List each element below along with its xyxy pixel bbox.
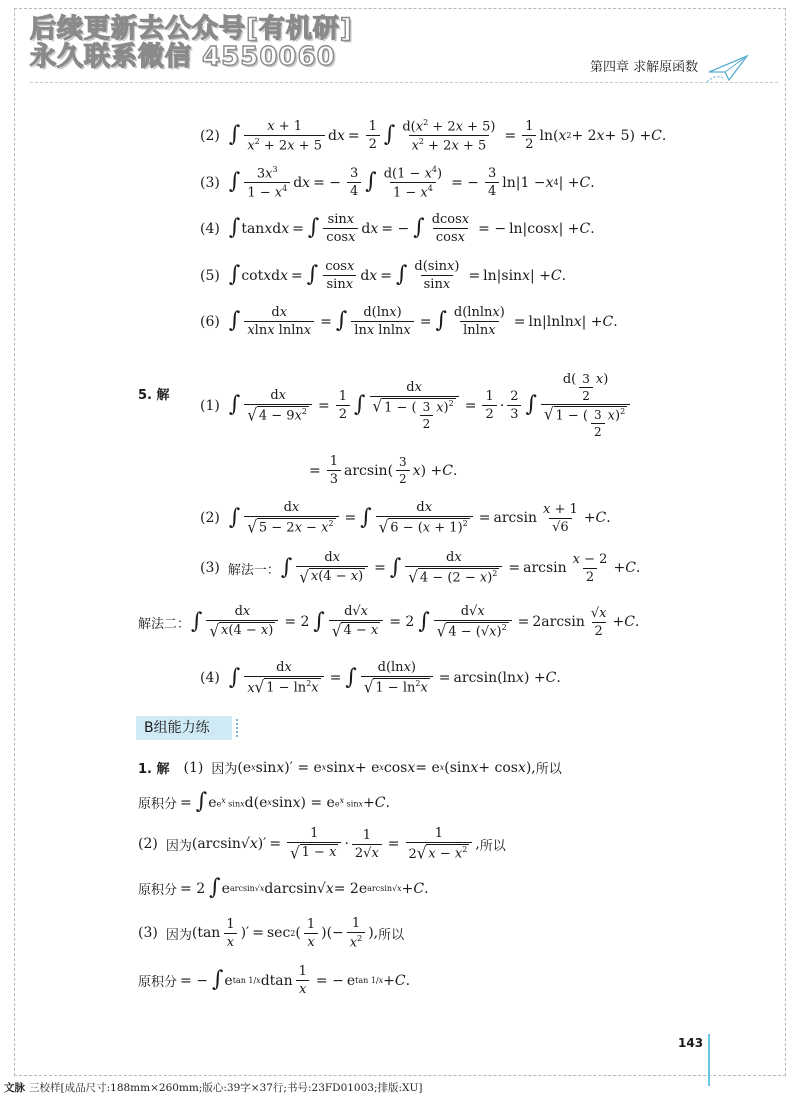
page-number: 143 bbox=[678, 1036, 704, 1050]
equation-row: (2) 因为 (arcsin√ x )′ = 1 √ 1 − x · $\frac{1}{2√x}$ = 1 2 √ $x - x^2$ , 所以 bbox=[138, 826, 506, 863]
footer-brand: 文脉 bbox=[4, 1082, 25, 1094]
chapter-title: 第四章 求解原函数 bbox=[590, 60, 699, 75]
margin-line bbox=[708, 1034, 710, 1086]
equation-row: 1. 解 (1) 因为 (e x sin x )′ = e x sin x + e x cos x = e x (sin x + cos x ), 所以 bbox=[138, 759, 562, 777]
footer-info: 三校样[成品尺寸:188mm×260mm;版心:39字×37行;书号:23FD01003;排版:XU] bbox=[29, 1082, 423, 1094]
equation-row: 原积分 = 2 ∫ e arcsin√x darcsin√ x = 2e arcsin√x + C . bbox=[138, 875, 429, 900]
equation-row: (4) ∫ dx x √ $1 - \ln^2x$ = ∫ d(lnx) √ $1 - \ln^2x$ = arcsin(ln x ) + C . bbox=[200, 660, 561, 697]
equation-row: (3) ∫ $\frac{3x^3}{1 - x^4}$ d x = − $\frac{3}{4}$ ∫ $\frac{d(1 - x^4)}{1 - x^4}$ = − $\frac{3}{4}$ ln|1 − x 4 | + C . bbox=[200, 165, 595, 201]
problem-5-label: 5. 解 bbox=[138, 388, 170, 403]
equation-row: (1) ∫ dx √ $4 - 9x^2$ = $\frac{1}{2}$ ∫ dx √ 1 − ( $\frac{3}{2}$ x)$^2$ = $\frac{1}{2}$ · $\frac{2}{3}$ ∫ d( $\frac{3}{2}$ x) √ 1 − ( $\frac{3}{2}$ x)$^2$ bbox=[200, 372, 633, 439]
equation-row: = $\frac{1}{3}$ arcsin( $\frac{3}{2}$ x ) + C . bbox=[309, 454, 458, 487]
equation-row: (5) ∫ cot x d x = ∫ $\frac{\cos x}{\sin x}$ d x = ∫ $\frac{d(\sin x)}{\sin x}$ = ln|sin x | + C . bbox=[200, 259, 567, 292]
equation-row: (3) 因为 (tan $\frac{1}{x}$ )′ = sec 2 ( $\frac{1}{x}$ )(− $\frac{1}{x^2}$ ), 所以 bbox=[138, 916, 405, 951]
section-b-title: B组能力练 bbox=[136, 716, 232, 740]
equation-row: (2) ∫ $\frac{x + 1}{x^2 + 2x + 5}$ d x = $\frac{1}{2}$ ∫ $\frac{d(x^2 + 2x + 5)}{x^2 + 2x + 5}$ = $\frac{1}{2}$ ln( x 2 + 2 x + 5) + C . bbox=[200, 118, 667, 154]
watermark-line-2: 永久联系微信 4550060 bbox=[30, 42, 336, 72]
footer bbox=[4, 1080, 422, 1095]
equation-row: (3) 解法一： ∫ dx √ x(4 − x) = ∫ dx √ $4 - (2 - x)^2$ = arcsin $\frac{x - 2}{2}$ + C . bbox=[200, 550, 641, 587]
paper-plane-icon bbox=[705, 52, 751, 86]
equation-row: 原积分 = − ∫ e tan 1/x dtan $\frac{1}{x}$ = − e tan 1/x + C . bbox=[138, 964, 411, 997]
equation-row: 解法二： ∫ dx √ x(4 − x) = 2 ∫ d√x √ 4 − x = 2 ∫ d√x √ $4 - (√x)^2$ = 2arcsin $\frac{√x}{2}$ + C . bbox=[138, 604, 640, 641]
equation-row: (2) ∫ dx √ $5 - 2x - x^2$ = ∫ dx √ $6 - (x + 1)^2$ = arcsin $\frac{x + 1}{√6}$ + C . bbox=[200, 500, 611, 537]
equation-row: (6) ∫ $\frac{dx}{\text{xlnx lnlnx}}$ = ∫ $\frac{d(\ln x)}{\text{lnx lnlnx}}$ = ∫ $\frac{d(lnlnx)}{lnlnx}$ = ln|lnln x | + C . bbox=[200, 305, 618, 338]
header-rule bbox=[30, 82, 778, 83]
watermark-line-1: 后续更新去公众号[有机研] bbox=[30, 14, 353, 44]
equation-row: 原积分 = ∫ e $e^x$ sinx d(e x sin x ) = e $e^x$ sinx + C . bbox=[138, 789, 390, 814]
equation-row: (4) ∫ tan x d x = ∫ $\frac{\sin x}{\cos x}$ d x = − ∫ $\frac{dcosx}{\cos x}$ = − ln|cos x | + C . bbox=[200, 212, 595, 245]
